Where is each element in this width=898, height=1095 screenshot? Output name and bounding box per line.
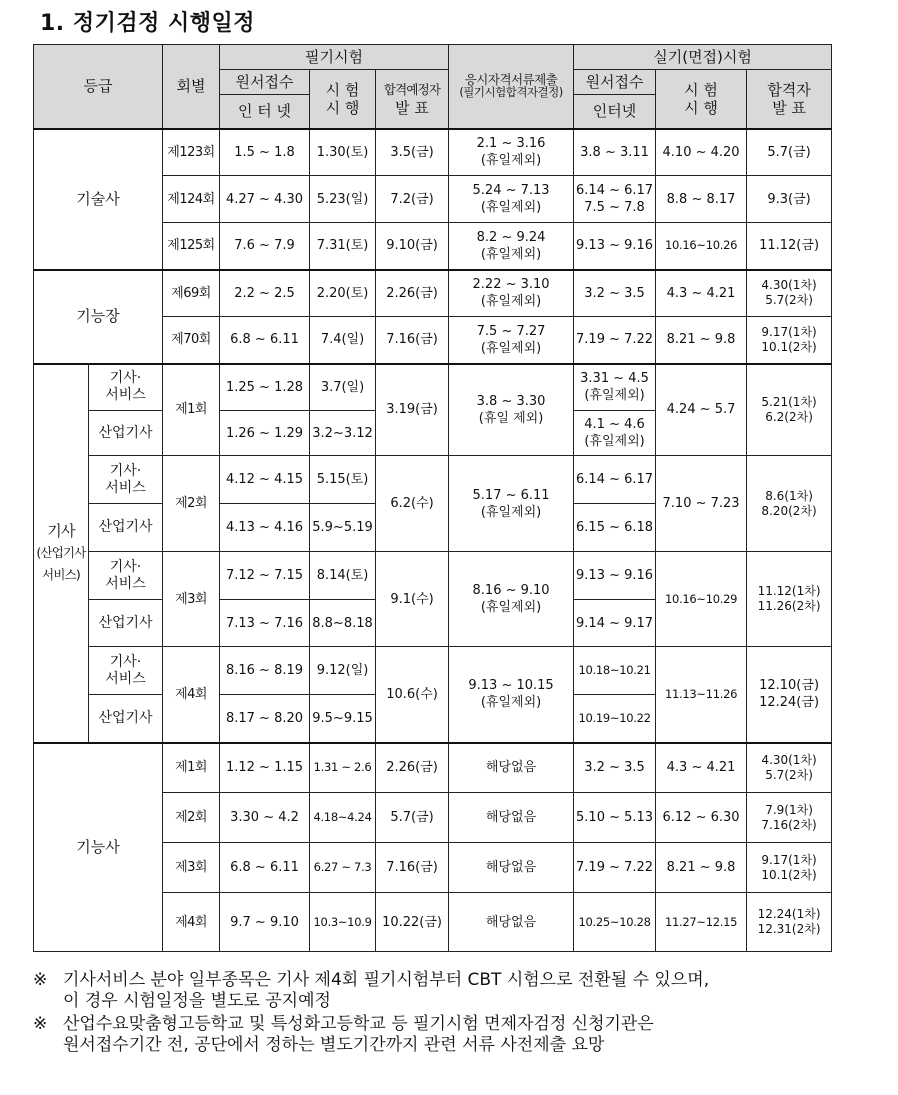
sub-gisa-service: 기사· 서비스	[89, 552, 163, 600]
prac-apply-cell: 3.31 ~ 4.5 (휴일제외)	[574, 364, 656, 411]
prac-apply-cell: 9.14 ~ 9.17	[574, 600, 656, 647]
sub-gisa-service: 기사· 서비스	[89, 364, 163, 411]
table-row	[34, 743, 832, 793]
round-cell: 제124회	[163, 176, 220, 223]
written-apply-cell: 9.7 ~ 9.10	[220, 893, 310, 952]
note-text: 산업수요맞춤형고등학교 및 특성화고등학교 등 필기시험 면제자검정 신청기관은	[63, 1014, 654, 1034]
prac-apply-cell: 5.10 ~ 5.13	[574, 793, 656, 843]
prac-apply-cell: 10.18~10.21	[574, 647, 656, 695]
round-cell: 제1회	[163, 743, 220, 793]
notes-section	[33, 970, 843, 1058]
written-exam-cell: 7.4(일)	[310, 317, 376, 364]
written-pass-cell: 10.22(금)	[376, 893, 449, 952]
written-pass-cell: 7.2(금)	[376, 176, 449, 223]
prac-apply-cell: 6.14 ~ 6.17 7.5 ~ 7.8	[574, 176, 656, 223]
prac-pass-cell: 4.30(1차) 5.7(2차)	[747, 270, 832, 317]
note-exemption	[33, 1014, 843, 1056]
sub-industrial: 산업기사	[89, 504, 163, 552]
prac-exam-cell: 11.27~12.15	[656, 893, 747, 952]
prac-pass-cell: 8.6(1차) 8.20(2차)	[747, 456, 832, 552]
table-row	[34, 364, 832, 411]
prac-apply-cell: 7.19 ~ 7.22	[574, 317, 656, 364]
written-apply-cell: 4.13 ~ 4.16	[220, 504, 310, 552]
round-cell: 제1회	[163, 364, 220, 456]
docs-cell: 해당없음	[449, 843, 574, 893]
prac-pass-cell: 5.7(금)	[747, 129, 832, 176]
prac-exam-cell: 4.3 ~ 4.21	[656, 743, 747, 793]
prac-exam-cell: 8.21 ~ 9.8	[656, 843, 747, 893]
note-text: 원서접수기간 전, 공단에서 정하는 별도기간까지 관련 서류 사전제출 요망	[63, 1035, 605, 1055]
prac-exam-cell: 4.24 ~ 5.7	[656, 364, 747, 456]
sub-industrial: 산업기사	[89, 411, 163, 456]
prac-apply-cell: 6.14 ~ 6.17	[574, 456, 656, 504]
written-exam-cell: 2.20(토)	[310, 270, 376, 317]
docs-cell: 7.5 ~ 7.27 (휴일제외)	[449, 317, 574, 364]
grade-gisa: 기사 (산업기사 서비스)	[34, 364, 89, 743]
header-prac-pass: 합격자 발 표	[747, 70, 832, 129]
docs-cell: 5.24 ~ 7.13 (휴일제외)	[449, 176, 574, 223]
prac-pass-cell: 5.21(1차) 6.2(2차)	[747, 364, 832, 456]
header-prac-apply: 원서접수	[574, 70, 656, 95]
prac-pass-cell: 11.12(금)	[747, 223, 832, 270]
round-cell: 제4회	[163, 647, 220, 743]
written-apply-cell: 7.6 ~ 7.9	[220, 223, 310, 270]
prac-pass-cell: 9.17(1차) 10.1(2차)	[747, 317, 832, 364]
prac-apply-cell: 3.2 ~ 3.5	[574, 270, 656, 317]
prac-exam-cell: 8.21 ~ 9.8	[656, 317, 747, 364]
written-exam-cell: 7.31(토)	[310, 223, 376, 270]
written-apply-cell: 1.26 ~ 1.29	[220, 411, 310, 456]
prac-apply-cell: 3.2 ~ 3.5	[574, 743, 656, 793]
written-pass-cell: 7.16(금)	[376, 843, 449, 893]
written-pass-cell: 2.26(금)	[376, 743, 449, 793]
written-apply-cell: 8.16 ~ 8.19	[220, 647, 310, 695]
written-exam-cell: 10.3~10.9	[310, 893, 376, 952]
round-cell: 제2회	[163, 793, 220, 843]
prac-exam-cell: 10.16~10.26	[656, 223, 747, 270]
written-pass-cell: 6.2(수)	[376, 456, 449, 552]
prac-apply-cell: 9.13 ~ 9.16	[574, 223, 656, 270]
prac-exam-cell: 4.3 ~ 4.21	[656, 270, 747, 317]
written-exam-cell: 1.30(토)	[310, 129, 376, 176]
written-apply-cell: 1.5 ~ 1.8	[220, 129, 310, 176]
round-cell: 제3회	[163, 843, 220, 893]
written-pass-cell: 9.10(금)	[376, 223, 449, 270]
prac-apply-cell: 4.1 ~ 4.6 (휴일제외)	[574, 411, 656, 456]
prac-apply-cell: 3.8 ~ 3.11	[574, 129, 656, 176]
prac-apply-cell: 10.19~10.22	[574, 695, 656, 743]
prac-pass-cell: 7.9(1차) 7.16(2차)	[747, 793, 832, 843]
round-cell: 제4회	[163, 893, 220, 952]
written-exam-cell: 3.2~3.12	[310, 411, 376, 456]
prac-exam-cell: 10.16~10.29	[656, 552, 747, 647]
docs-cell: 해당없음	[449, 893, 574, 952]
written-exam-cell: 4.18~4.24	[310, 793, 376, 843]
written-apply-cell: 3.30 ~ 4.2	[220, 793, 310, 843]
prac-pass-cell: 9.17(1차) 10.1(2차)	[747, 843, 832, 893]
round-cell: 제3회	[163, 552, 220, 647]
written-apply-cell: 6.8 ~ 6.11	[220, 317, 310, 364]
header-docs: 응시자격서류제출 (필기시험합격자결정)	[449, 45, 574, 129]
note-text: 이 경우 시험일정을 별도로 공지예정	[63, 991, 331, 1011]
written-exam-cell: 8.8~8.18	[310, 600, 376, 647]
page-title: 1. 정기검정 시행일정	[40, 11, 255, 36]
sub-industrial: 산업기사	[89, 600, 163, 647]
written-exam-cell: 5.23(일)	[310, 176, 376, 223]
sub-industrial: 산업기사	[89, 695, 163, 743]
written-apply-cell: 7.13 ~ 7.16	[220, 600, 310, 647]
note-mark: ※	[33, 1014, 48, 1034]
round-cell: 제125회	[163, 223, 220, 270]
table-row	[34, 456, 832, 504]
round-cell: 제2회	[163, 456, 220, 552]
prac-pass-cell: 9.3(금)	[747, 176, 832, 223]
written-pass-cell: 3.5(금)	[376, 129, 449, 176]
exam-schedule-table	[33, 44, 832, 952]
written-apply-cell: 4.27 ~ 4.30	[220, 176, 310, 223]
written-pass-cell: 5.7(금)	[376, 793, 449, 843]
round-cell: 제70회	[163, 317, 220, 364]
written-exam-cell: 5.9~5.19	[310, 504, 376, 552]
written-pass-cell: 3.19(금)	[376, 364, 449, 456]
written-apply-cell: 4.12 ~ 4.15	[220, 456, 310, 504]
prac-apply-cell: 9.13 ~ 9.16	[574, 552, 656, 600]
written-apply-cell: 8.17 ~ 8.20	[220, 695, 310, 743]
table-row	[34, 552, 832, 600]
docs-cell: 해당없음	[449, 743, 574, 793]
grade-ginungjang: 기능장	[34, 270, 163, 364]
prac-pass-cell: 12.24(1차) 12.31(2차)	[747, 893, 832, 952]
header-written-pass: 합격예정자 발 표	[376, 70, 449, 129]
prac-exam-cell: 11.13~11.26	[656, 647, 747, 743]
header-written-exam: 시 험 시 행	[310, 70, 376, 129]
written-exam-cell: 5.15(토)	[310, 456, 376, 504]
docs-cell: 8.2 ~ 9.24 (휴일제외)	[449, 223, 574, 270]
written-exam-cell: 1.31 ~ 2.6	[310, 743, 376, 793]
note-text: 기사서비스 분야 일부종목은 기사 제4회 필기시험부터 CBT 시험으로 전환될 수 있으며,	[63, 970, 710, 990]
docs-cell: 5.17 ~ 6.11 (휴일제외)	[449, 456, 574, 552]
header-prac-apply-sub: 인터넷	[574, 95, 656, 129]
header-round: 회별	[163, 45, 220, 129]
written-pass-cell: 7.16(금)	[376, 317, 449, 364]
header-prac-exam: 시 험 시 행	[656, 70, 747, 129]
prac-pass-cell: 11.12(1차) 11.26(2차)	[747, 552, 832, 647]
header-practical: 실기(면접)시험	[574, 45, 832, 70]
docs-cell: 해당없음	[449, 793, 574, 843]
prac-exam-cell: 4.10 ~ 4.20	[656, 129, 747, 176]
written-exam-cell: 9.12(일)	[310, 647, 376, 695]
prac-exam-cell: 7.10 ~ 7.23	[656, 456, 747, 552]
prac-exam-cell: 6.12 ~ 6.30	[656, 793, 747, 843]
written-apply-cell: 2.2 ~ 2.5	[220, 270, 310, 317]
written-exam-cell: 6.27 ~ 7.3	[310, 843, 376, 893]
header-grade: 등급	[34, 45, 163, 129]
prac-apply-cell: 6.15 ~ 6.18	[574, 504, 656, 552]
table-row	[34, 270, 832, 317]
docs-cell: 2.22 ~ 3.10 (휴일제외)	[449, 270, 574, 317]
written-pass-cell: 9.1(수)	[376, 552, 449, 647]
prac-apply-cell: 7.19 ~ 7.22	[574, 843, 656, 893]
note-cbt	[33, 970, 843, 1012]
grade-gisulsa: 기술사	[34, 129, 163, 270]
written-pass-cell: 10.6(수)	[376, 647, 449, 743]
header-written-apply-sub: 인 터 넷	[220, 95, 310, 129]
sub-gisa-service: 기사· 서비스	[89, 456, 163, 504]
prac-exam-cell: 8.8 ~ 8.17	[656, 176, 747, 223]
written-exam-cell: 3.7(일)	[310, 364, 376, 411]
prac-pass-cell: 4.30(1차) 5.7(2차)	[747, 743, 832, 793]
written-apply-cell: 1.12 ~ 1.15	[220, 743, 310, 793]
written-apply-cell: 7.12 ~ 7.15	[220, 552, 310, 600]
written-pass-cell: 2.26(금)	[376, 270, 449, 317]
written-exam-cell: 8.14(토)	[310, 552, 376, 600]
docs-cell: 3.8 ~ 3.30 (휴일 제외)	[449, 364, 574, 456]
header-written: 필기시험	[220, 45, 449, 70]
docs-cell: 9.13 ~ 10.15 (휴일제외)	[449, 647, 574, 743]
docs-cell: 2.1 ~ 3.16 (휴일제외)	[449, 129, 574, 176]
grade-ginungsa: 기능사	[34, 743, 163, 952]
written-exam-cell: 9.5~9.15	[310, 695, 376, 743]
table-row	[34, 129, 832, 176]
prac-pass-cell: 12.10(금) 12.24(금)	[747, 647, 832, 743]
written-apply-cell: 6.8 ~ 6.11	[220, 843, 310, 893]
docs-cell: 8.16 ~ 9.10 (휴일제외)	[449, 552, 574, 647]
note-mark: ※	[33, 970, 48, 990]
table-row	[34, 647, 832, 695]
round-cell: 제69회	[163, 270, 220, 317]
round-cell: 제123회	[163, 129, 220, 176]
sub-gisa-service: 기사· 서비스	[89, 647, 163, 695]
prac-apply-cell: 10.25~10.28	[574, 893, 656, 952]
header-written-apply: 원서접수	[220, 70, 310, 95]
written-apply-cell: 1.25 ~ 1.28	[220, 364, 310, 411]
